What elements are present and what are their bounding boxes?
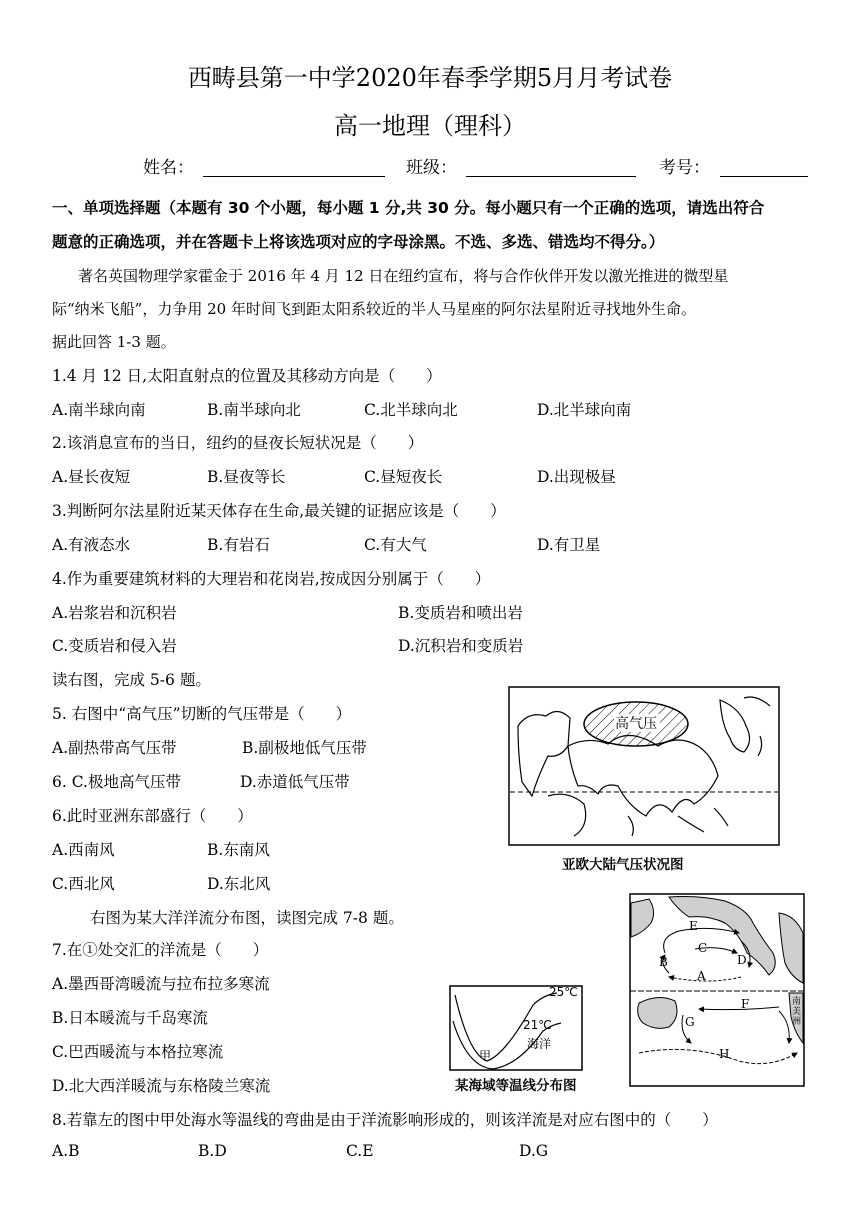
question-stem: 3.判断阿尔法星附近某天体存在生命,最关键的证据应该是（ ） [52,502,506,520]
option-c: C.西北风 [52,875,115,893]
exam-id-field[interactable] [720,176,808,177]
passage-line: 据此回答 1-3 题。 [52,333,176,351]
section-heading-line1: 一、单项选择题（本题有 30 个小题，每小题 1 分,共 30 分。每小题只有一个正确的选项，请选出符合 [52,199,765,217]
pressure-map [508,686,780,846]
name-field[interactable] [203,176,385,177]
isotherm-21-label: 21℃ [523,1018,552,1032]
option-d: D.北大西洋暖流与东格陵兰寒流 [52,1077,271,1095]
option-a: A.墨西哥湾暖流与拉布拉多寒流 [52,975,270,993]
option-c: 6. C.极地高气压带 [52,773,181,791]
option-c: C.有大气 [364,536,427,554]
question-stem: 4.作为重要建筑材料的大理岩和花岗岩,按成因分别属于（ ） [52,570,491,588]
ocean-label: 海洋 [527,1037,552,1051]
question-stem: 7.在①处交汇的洋流是（ ） [52,941,269,959]
option-d: D.北半球向南 [537,401,632,419]
option-d: D.赤道低气压带 [240,773,350,791]
question-stem: 8.若靠左的图中甲处海水等温线的弯曲是由于洋流影响形成的，则该洋流是对应右图中的（ ） [52,1111,718,1129]
option-a: A.昼长夜短 [52,468,131,486]
current-label-c: C [698,941,708,955]
class-label: 班级： [406,158,457,178]
section-heading-line2: 题意的正确选项，并在答题卡上将该选项对应的字母涂黑。不选、多选、错选均不得分。） [52,233,665,251]
option-a: A.南半球向南 [52,401,146,419]
passage-line: 际“纳米飞船”，力争用 20 年时间飞到距太阳系较近的半人马星座的阿尔法星附近寻找地外生命。 [52,300,696,318]
isotherm-25-label: 25℃ [549,985,578,999]
option-c: C.巴西暖流与本格拉寒流 [52,1043,224,1061]
exam-id-label: 考号： [659,158,710,178]
south-america-label: 南美洲 [792,997,802,1027]
option-c: C.变质岩和侵入岩 [52,637,177,655]
isotherm-map-figure [449,985,583,1071]
current-label-f: F [741,997,750,1011]
option-d: D.东北风 [207,875,271,893]
current-label-h: H [719,1047,730,1061]
page-subtitle: 高一地理（理科） [334,112,526,140]
option-d: D.出现极昼 [537,468,616,486]
question-stem: 1.4 月 12 日,太阳直射点的位置及其移动方向是（ ） [52,367,442,385]
option-c: C.E [346,1142,374,1160]
option-b: B.有岩石 [207,536,270,554]
option-d: D.有卫星 [537,536,601,554]
current-label-g: G [685,1015,695,1029]
passage-line: 著名英国物理学家霍金于 2016 年 4 月 12 日在纽约宣布，将与合作伙伴开发以激光推进的微型星 [78,267,729,285]
option-b: B.副极地低气压带 [242,739,367,757]
current-label-a: A [697,969,706,983]
high-pressure-label: 高气压 [615,716,657,732]
pressure-map-figure [508,686,780,846]
option-c: C.北半球向北 [364,401,458,419]
current-map-figure [629,893,805,1087]
option-c: C.昼短夜长 [364,468,443,486]
isotherm-map-caption: 某海域等温线分布图 [455,1078,577,1094]
option-b: B.东南风 [207,841,270,859]
option-a: A.岩浆岩和沉积岩 [52,604,177,622]
page-title: 西畴县第一中学2020年春季学期5月月考试卷 [187,64,673,92]
option-a: A.有液态水 [52,536,131,554]
option-b: B.日本暖流与千岛寒流 [52,1009,208,1027]
option-d: D.G [519,1142,549,1160]
option-b: B.南半球向北 [207,401,301,419]
option-d: D.沉积岩和变质岩 [398,637,524,655]
current-label-e: E [689,919,698,933]
option-b: B.变质岩和喷出岩 [398,604,523,622]
jia-label: 甲 [479,1049,492,1063]
option-a: A.西南风 [52,841,115,859]
option-a: A.副热带高气压带 [52,739,177,757]
option-a: A.B [52,1142,80,1160]
current-label-b: B [659,955,668,969]
question-intro: 右图为某大洋洋流分布图，读图完成 7-8 题。 [90,909,404,927]
current-map [629,893,805,1087]
question-stem: 2.该消息宣布的当日，纽约的昼夜长短状况是（ ） [52,434,424,452]
class-field[interactable] [466,176,636,177]
question-stem: 5. 右图中“高气压”切断的气压带是（ ） [52,705,352,723]
question-stem: 6.此时亚洲东部盛行（ ） [52,807,253,825]
option-b: B.昼夜等长 [207,468,286,486]
pressure-map-caption: 亚欧大陆气压状况图 [562,857,684,873]
current-label-d: D [737,953,747,967]
question-intro: 读右图，完成 5-6 题。 [52,671,211,689]
option-b: B.D [198,1142,227,1160]
name-label: 姓名： [143,158,194,178]
